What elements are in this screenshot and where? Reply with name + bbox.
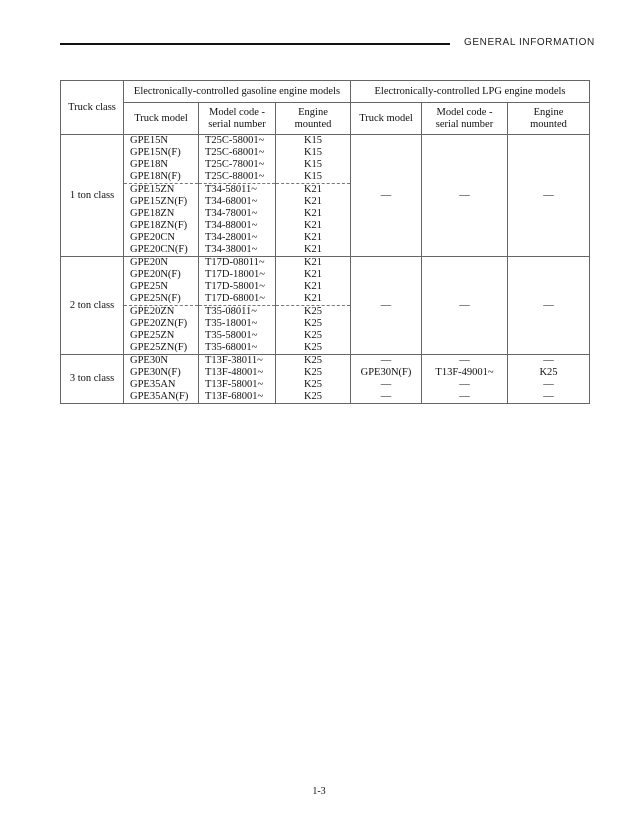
gas-engine-cell [276, 355, 351, 404]
gas-truck-model-line: GPE20N [130, 257, 168, 268]
gas-engine-line: K21 [303, 208, 323, 219]
gas-model-code-line: T35-58001~ [205, 330, 258, 341]
gas-engine-line: K21 [303, 196, 323, 207]
lpg-group-header: Electronically-controlled LPG engine models [351, 81, 590, 103]
gas-engine-line: K21 [303, 257, 323, 268]
gas-engine-line: K15 [303, 159, 323, 170]
gas-truck-model-line: GPE35AN(F) [130, 391, 189, 402]
gas-engine-line: K15 [303, 147, 323, 158]
lpg-model-code-line: — [459, 355, 470, 366]
gas-model-code-line: T17D-18001~ [205, 269, 265, 280]
gas-engine-line: K25 [303, 379, 323, 390]
gas-truck-model-line: GPE20N(F) [130, 269, 181, 280]
gas-model-code-line: T25C-78001~ [205, 159, 265, 170]
gas-truck-model-cell [124, 355, 199, 404]
lpg-model-code-cell [422, 355, 508, 404]
gas-model-code-line: T34-58011~ [199, 183, 275, 196]
lpg-truck-model-line: — [380, 355, 392, 366]
lpg-model-code-line: — [459, 379, 470, 390]
gas-model-code-line: T34-68001~ [205, 196, 258, 207]
gas-truck-model-line: GPE18N(F) [130, 171, 181, 182]
lpg-model-code-cell: — [422, 135, 508, 257]
lpg-engine-cell [508, 355, 590, 404]
gas-engine-line: K25 [303, 367, 323, 378]
gas-truck-model-line: GPE25ZN(F) [130, 342, 188, 353]
truck-class-cell: 2 ton class [61, 257, 124, 355]
gas-engine-line: K25 [276, 305, 350, 318]
gas-truck-model-cell [124, 257, 199, 355]
gas-engine-line: K15 [303, 135, 323, 146]
table-row [61, 355, 590, 404]
gas-truck-model-line: GPE30N(F) [130, 367, 181, 378]
gas-model-code-line: T13F-68001~ [205, 391, 264, 402]
gas-model-code-cell [199, 135, 276, 257]
gas-model-code-line: T35-18001~ [205, 318, 258, 329]
gas-truck-model-line: GPE18ZN [130, 208, 175, 219]
gas-truck-model-line: GPE18ZN(F) [130, 220, 188, 231]
gas-model-code-line: T25C-68001~ [205, 147, 265, 158]
gas-truck-model-line: GPE25ZN [130, 330, 175, 341]
gas-engine-line: K21 [303, 269, 323, 280]
truck-class-header: Truck class [61, 81, 124, 135]
gas-truck-model-line: GPE18N [130, 159, 168, 170]
header-rule [60, 43, 450, 45]
gas-truck-model-line: GPE15N [130, 135, 168, 146]
gas-model-code-line: T34-88001~ [205, 220, 258, 231]
gas-truck-model-line: GPE15N(F) [130, 147, 181, 158]
gas-engine-line: K21 [303, 220, 323, 231]
gas-engine-line: K21 [303, 232, 323, 243]
section-title: GENERAL INFORMATION [464, 37, 595, 48]
gas-model-code-line: T17D-68001~ [205, 293, 265, 304]
gas-engine-line: K21 [303, 244, 323, 255]
lpg-engine-line: — [543, 391, 554, 402]
gas-truck-model-line: GPE20ZN [124, 305, 198, 318]
gas-model-code-line: T34-28001~ [205, 232, 258, 243]
gas-engine-line: K25 [303, 342, 323, 353]
gas-truck-model-line: GPE15ZN(F) [130, 196, 188, 207]
gas-model-code-cell [199, 257, 276, 355]
gas-model-code-line: T35-68001~ [205, 342, 258, 353]
lpg-truck-model-line: GPE30N(F) [360, 367, 412, 378]
table-row [61, 257, 590, 355]
lpg-engine-cell: — [508, 257, 590, 355]
model-serial-table [60, 80, 590, 404]
table-row [61, 135, 590, 257]
lpg-model-code-line: T13F-49001~ [435, 367, 494, 378]
lpg-engine-line: K25 [539, 367, 558, 378]
gas-engine-line: K15 [303, 171, 323, 182]
gas-engine-line: K21 [276, 183, 350, 196]
gas-engine-cell [276, 257, 351, 355]
lpg-engine-line: — [543, 379, 554, 390]
gas-truck-model-line: GPE15ZN [124, 183, 198, 196]
gas-model-code-line: T34-38001~ [205, 244, 258, 255]
gasoline-group-header: Electronically-controlled gasoline engine models [124, 81, 351, 103]
lpg-truck-model-line: — [380, 379, 392, 390]
lpg-model-code-header: Model code - serial number [422, 103, 508, 135]
page-number: 1-3 [312, 786, 326, 797]
gas-truck-model-line: GPE20CN [130, 232, 175, 243]
truck-class-cell: 3 ton class [61, 355, 124, 404]
gas-model-code-cell [199, 355, 276, 404]
gas-truck-model-line: GPE30N [130, 355, 168, 366]
gas-model-code-line: T17D-58001~ [205, 281, 265, 292]
truck-class-cell: 1 ton class [61, 135, 124, 257]
gas-engine-line: K21 [303, 281, 323, 292]
gas-engine-line: K25 [303, 391, 323, 402]
gas-engine-line: K21 [303, 293, 323, 304]
gas-truck-model-line: GPE25N(F) [130, 293, 181, 304]
gas-truck-model-line: GPE20ZN(F) [130, 318, 188, 329]
gas-model-code-line: T34-78001~ [205, 208, 258, 219]
gas-truck-model-header: Truck model [124, 103, 199, 135]
lpg-truck-model-cell: — [351, 257, 422, 355]
lpg-truck-model-line: — [380, 391, 392, 402]
gas-model-code-line: T25C-58001~ [205, 135, 265, 146]
gas-model-code-line: T25C-88001~ [205, 171, 265, 182]
gas-engine-line: K25 [303, 318, 323, 329]
lpg-model-code-line: — [459, 391, 470, 402]
gas-model-code-line: T17D-08011~ [205, 257, 265, 268]
gas-model-code-line: T13F-48001~ [205, 367, 264, 378]
gas-model-code-line: T35-08011~ [199, 305, 275, 318]
gas-truck-model-cell [124, 135, 199, 257]
gas-engine-header: Engine mounted [276, 103, 351, 135]
gas-engine-line: K25 [303, 330, 323, 341]
lpg-model-code-cell: — [422, 257, 508, 355]
gas-engine-cell [276, 135, 351, 257]
lpg-truck-model-cell [351, 355, 422, 404]
gas-model-code-line: T13F-58001~ [205, 379, 264, 390]
lpg-engine-line: — [543, 355, 554, 366]
gas-truck-model-line: GPE35AN [130, 379, 176, 390]
lpg-engine-header: Engine mounted [508, 103, 590, 135]
gas-model-code-header: Model code - serial number [199, 103, 276, 135]
gas-truck-model-line: GPE25N [130, 281, 168, 292]
gas-truck-model-line: GPE20CN(F) [130, 244, 188, 255]
gas-engine-line: K25 [303, 355, 323, 366]
lpg-truck-model-header: Truck model [351, 103, 422, 135]
lpg-engine-cell: — [508, 135, 590, 257]
lpg-truck-model-cell: — [351, 135, 422, 257]
gas-model-code-line: T13F-38011~ [205, 355, 263, 366]
